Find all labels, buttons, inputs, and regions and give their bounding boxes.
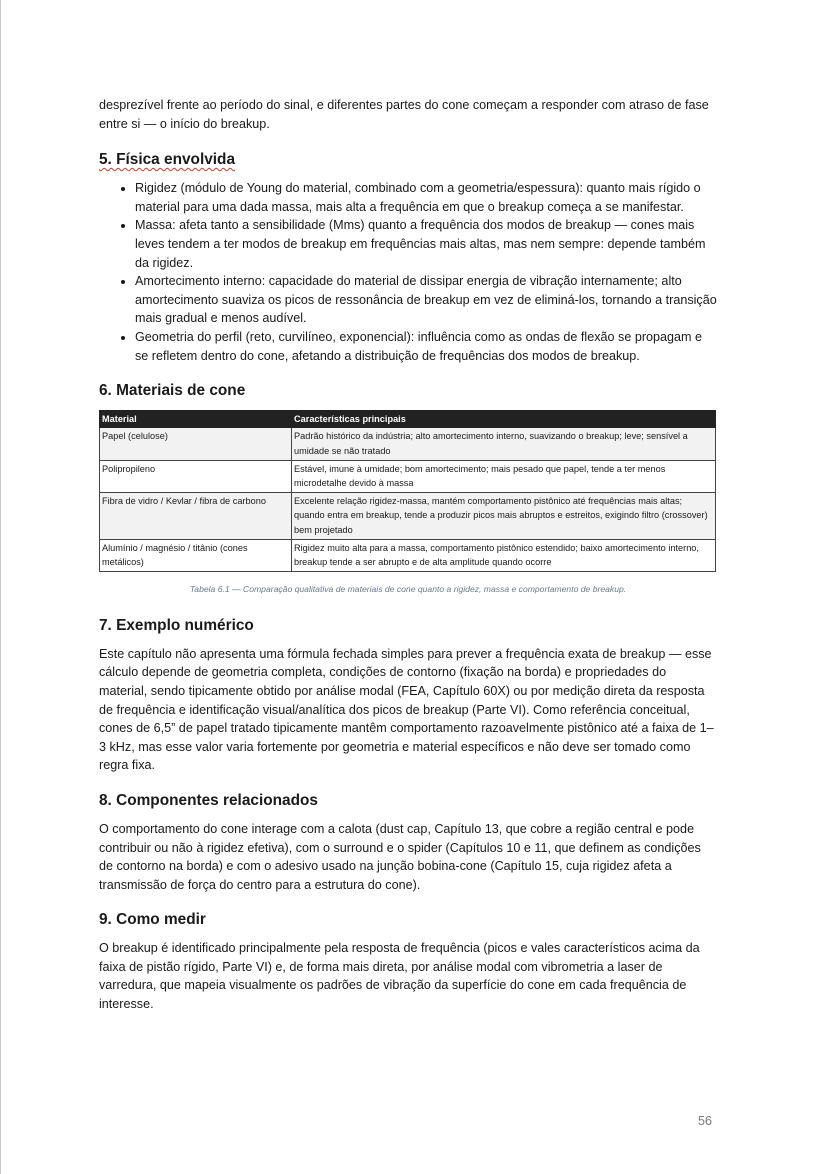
table-cell: Alumínio / magnésio / titânio (cones metálicos) (100, 539, 292, 571)
table-header-cell: Material (100, 411, 292, 428)
table-cell: Papel (celulose) (100, 428, 292, 460)
table-cell: Excelente relação rigidez-massa, mantém comportamento pistônico até frequências mais altas; quando entra em breakup, tende a produzir picos mais abruptos e estreitos, exigindo filtro (crossover) bem projetado (292, 493, 716, 540)
table-cell: Padrão histórico da indústria; alto amortecimento interno, suavizando o breakup; leve; sensível a umidade se não tratado (292, 428, 716, 460)
intro-paragraph: desprezível frente ao período do sinal, e diferentes partes do cone começam a responder com atraso de fase entre si — o início do breakup. (99, 98, 709, 131)
page-number: 56 (698, 1114, 713, 1128)
section-paragraph: Este capítulo não apresenta uma fórmula fechada simples para prever a frequência exata de breakup — esse cálculo depende de geometria completa, condições de contorno (fixação na borda) e propriedades do material, sendo tipicamente obtido por análise modal (FEA, Capítulo 60X) ou por medição direta da resposta de frequência e identificação visual/analítica dos picos de breakup (Parte VI). Como referência conceitual, cones de 6,5” de papel tratado tipicamente mantêm comportamento razoavelmente pistônico até a faixa de 1–3 kHz, mas esse valor varia fortemente por geometria e material específicos e não deve ser tomado como regra fixa. (99, 646, 714, 773)
materials-table (99, 410, 716, 572)
list-item: • Amortecimento interno: capacidade do material de dissipar energia de vibração internamente; alto amortecimento suaviza os picos de ressonância de breakup em vez de eliminá-los, tornando a transição mais gradual e menos audível. (135, 272, 717, 328)
table-cell: Fibra de vidro / Kevlar / fibra de carbono (100, 493, 292, 540)
table-row (100, 428, 716, 460)
section-paragraph: O comportamento do cone interage com a calota (dust cap, Capítulo 13, que cobre a região central e pode contribuir ou não à rigidez efetiva), com o surround e o spider (Capítulos 10 e 11, que definem as condições de contorno na borda) e com o adesivo usado na junção bobina-cone (Capítulo 15, cuja rigidez afeta a transmissão de força do centro para a estrutura do cone). (99, 821, 701, 892)
section-paragraph: O breakup é identificado principalmente pela resposta de frequência (picos e vales característicos acima da faixa de pistão rígido, Parte VI) e, de forma mais direta, por análise modal com vibrometria a laser de varredura, que mapeia visualmente os padrões de vibração da superfície do cone em cada frequência de interesse. (99, 941, 700, 1012)
page-edge (0, 0, 1, 1174)
table-header-row (100, 411, 716, 428)
table-cell: Polipropileno (100, 460, 292, 492)
list-item: • Rigidez (módulo de Young do material, combinado com a geometria/espessura): quanto mais rígido o material para uma dada massa, mais alta a frequência em que o breakup começa a se manifestar. (135, 179, 717, 216)
table-row (100, 539, 716, 571)
section-heading-9: 9. Como medir (99, 911, 206, 929)
table-cell: Rigidez muito alta para a massa, comportamento pistônico estendido; baixo amortecimento interno, breakup tende a ser abrupto e de alta amplitude quando ocorre (292, 539, 716, 571)
list-item: • Massa: afeta tanto a sensibilidade (Mms) quanto a frequência dos modos de breakup — cones mais leves tendem a ter modos de breakup em frequências mais altas, mas nem sempre: depende também da rigidez. (135, 216, 717, 272)
section-heading-8: 8. Componentes relacionados (99, 791, 318, 809)
section-title: 5. Física envolvida (99, 151, 236, 169)
section-heading-6: 6. Materiais de cone (99, 382, 246, 400)
document-body (99, 96, 717, 1014)
table-row (100, 493, 716, 540)
section-heading-7: 7. Exemplo numérico (99, 616, 254, 634)
table-caption: Tabela 6.1 — Comparação qualitativa de materiais de cone quanto a rigidez, massa e comportamento de breakup. (189, 584, 627, 595)
table-row (100, 460, 716, 492)
list-item: • Geometria do perfil (reto, curvilíneo, exponencial): influência como as ondas de flexão se propagam e se refletem dentro do cone, afetando a distribuição de frequências dos modos de breakup. (135, 328, 717, 365)
section-heading-5 (99, 150, 717, 170)
bullet-list (99, 179, 717, 365)
table-header-cell: Características principais (292, 411, 716, 428)
table-cell: Estável, imune à umidade; bom amortecimento; mais pesado que papel, tende a ter menos microdetalhe devido à massa (292, 460, 716, 492)
